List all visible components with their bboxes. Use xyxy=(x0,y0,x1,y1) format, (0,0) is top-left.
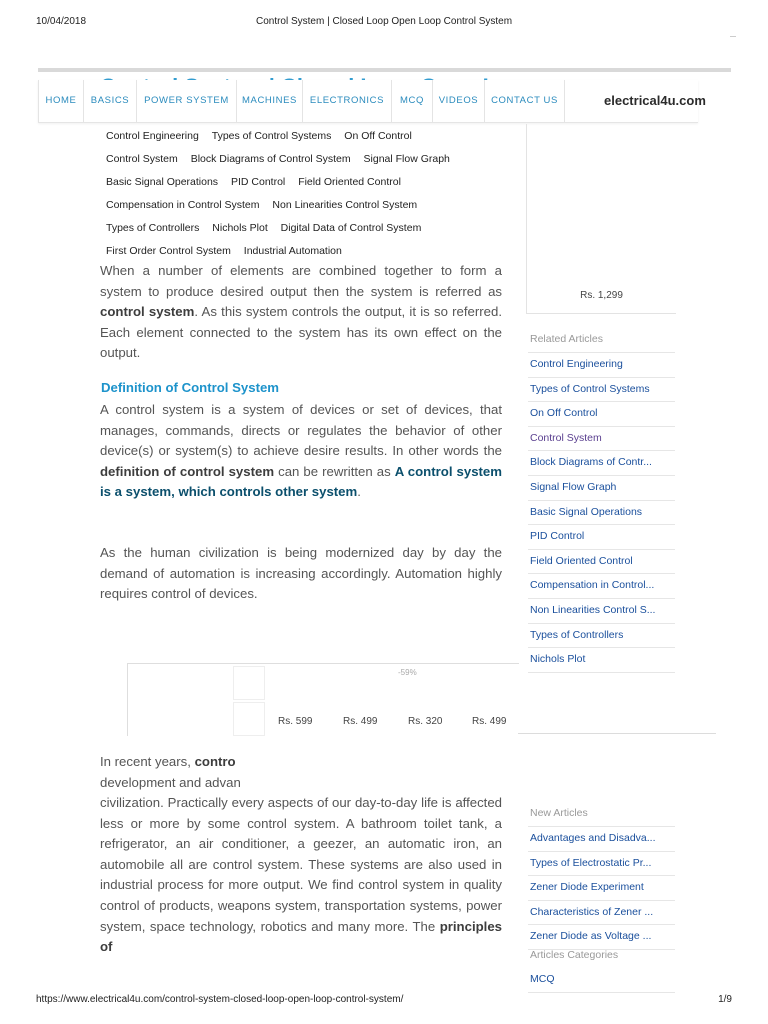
nav-machines[interactable]: MACHINES xyxy=(236,80,302,122)
recent-line-1 xyxy=(100,752,502,772)
topic-link[interactable]: Block Diagrams of Control System xyxy=(190,153,351,165)
new-articles-list xyxy=(528,826,675,950)
print-page-number: 1/9 xyxy=(718,994,732,1005)
topic-link[interactable]: PID Control xyxy=(230,176,286,188)
related-article-link[interactable]: Basic Signal Operations xyxy=(528,501,675,526)
page-edge-mark xyxy=(730,36,736,49)
print-date: 10/04/2018 xyxy=(36,16,87,27)
related-article-link[interactable]: Types of Controllers xyxy=(528,624,675,649)
topic-link[interactable]: Non Linearities Control System xyxy=(272,199,418,211)
recent-paragraph xyxy=(100,793,502,958)
topic-link[interactable]: Types of Control Systems xyxy=(211,130,332,142)
ad-thumbnail[interactable] xyxy=(233,702,265,736)
header-strip xyxy=(38,68,731,72)
new-article-link[interactable]: Zener Diode as Voltage ... xyxy=(528,925,675,950)
definition-bold: definition of control system xyxy=(100,463,275,479)
topic-link[interactable]: Types of Controllers xyxy=(106,222,200,234)
nav-divider xyxy=(564,80,565,122)
sidebar-ad[interactable] xyxy=(526,124,676,314)
recent-line-2: development and advan xyxy=(100,775,241,790)
recent-bold: contro xyxy=(194,754,236,769)
topic-link[interactable]: Nichols Plot xyxy=(212,222,268,234)
topic-link[interactable]: Signal Flow Graph xyxy=(363,153,450,165)
definition-heading: Definition of Control System xyxy=(101,380,280,395)
print-footer xyxy=(36,994,732,1008)
topic-link[interactable]: Control System xyxy=(106,153,178,165)
sidebar-ad-price[interactable]: Rs. 1,299 xyxy=(580,290,623,301)
related-article-link[interactable]: PID Control xyxy=(528,525,675,550)
related-articles-heading: Related Articles xyxy=(530,333,603,345)
print-page-title: Control System | Closed Loop Open Loop Control System xyxy=(255,16,513,27)
ad-price[interactable]: Rs. 499 xyxy=(472,716,507,727)
related-article-link[interactable]: Field Oriented Control xyxy=(528,550,675,575)
related-article-link[interactable]: Types of Control Systems xyxy=(528,378,675,403)
categories-heading: Articles Categories xyxy=(530,949,619,961)
main-navbar xyxy=(38,80,706,123)
ad-price[interactable]: Rs. 499 xyxy=(343,716,378,727)
topic-link[interactable]: Digital Data of Control System xyxy=(280,222,422,234)
print-url: https://www.electrical4u.com/control-system-closed-loop-open-loop-control-system/ xyxy=(36,994,404,1005)
nav-videos[interactable]: VIDEOS xyxy=(432,80,484,122)
topic-row xyxy=(100,172,510,195)
new-article-link[interactable]: Types of Electrostatic Pr... xyxy=(528,852,675,877)
civilization-paragraph: As the human civilization is being modernized day by day the demand of automation is increasing accordingly. Automation highly requires control of devices. xyxy=(100,545,502,602)
topic-row xyxy=(100,218,510,241)
nav-contact-us[interactable]: CONTACT US xyxy=(484,80,564,122)
ad-discount: -59% xyxy=(398,668,417,677)
divider-line xyxy=(518,733,716,734)
intro-bold: control system xyxy=(100,304,195,320)
intro-text: . As this system controls the output, it is so referred. Each element connected to the system has its own effect on the output. xyxy=(100,304,502,361)
nav-power-system[interactable]: POWER SYSTEM xyxy=(136,80,236,122)
related-article-link[interactable]: Control Engineering xyxy=(528,353,675,378)
related-articles-list xyxy=(528,352,675,673)
topic-links xyxy=(100,126,510,264)
ad-price[interactable]: Rs. 599 xyxy=(278,716,313,727)
topic-link[interactable]: Field Oriented Control xyxy=(298,176,401,188)
new-article-link[interactable]: Advantages and Disadva... xyxy=(528,827,675,852)
definition-paragraph xyxy=(100,400,502,503)
new-article-link[interactable]: Characteristics of Zener ... xyxy=(528,901,675,926)
definition-text: A control system is a system of devices or set of devices, that manages, commands, directs or regulates the behavior of other device(s) or system(s) to achieve desire results. In other words the xyxy=(100,402,502,459)
related-article-link[interactable]: On Off Control xyxy=(528,402,675,427)
definition-text: . xyxy=(357,484,361,500)
related-article-link[interactable]: Compensation in Control... xyxy=(528,574,675,599)
intro-paragraph xyxy=(100,261,502,364)
new-article-link[interactable]: Zener Diode Experiment xyxy=(528,876,675,901)
print-header xyxy=(36,16,732,30)
recent-bold-end: principles of xyxy=(100,918,502,955)
related-article-link[interactable]: Control System xyxy=(528,427,675,452)
topic-link[interactable]: Basic Signal Operations xyxy=(106,176,219,188)
related-article-link[interactable]: Nichols Plot xyxy=(528,648,675,673)
topic-link[interactable]: First Order Control System xyxy=(106,245,231,257)
intro-text: When a number of elements are combined together to form a system to produce desired output then the system is referred as xyxy=(100,263,502,299)
topic-link[interactable]: Control Engineering xyxy=(106,130,199,142)
nav-home[interactable]: HOME xyxy=(38,80,83,122)
related-article-link[interactable]: Signal Flow Graph xyxy=(528,476,675,501)
topic-row xyxy=(100,195,510,218)
topic-link[interactable]: Industrial Automation xyxy=(243,245,342,257)
ad-price[interactable]: Rs. 320 xyxy=(408,716,443,727)
new-articles-heading: New Articles xyxy=(530,807,588,819)
related-article-link[interactable]: Block Diagrams of Contr... xyxy=(528,451,675,476)
ad-thumbnail[interactable] xyxy=(233,666,265,700)
topic-link[interactable]: Compensation in Control System xyxy=(106,199,260,211)
recent-text: civilization. Practically every aspects of our day-to-day life is affected less or more by some control system. A bathroom toilet tank, a refrigerator, an air conditioner, a geezer, an automatic iron, an automobile all are control system. These systems are also used in industrial process for more output. We find control system in quality control of products, weapons system, transportation systems, power system, space technology, robotics and many more. The xyxy=(100,795,502,934)
definition-text: can be rewritten as xyxy=(274,463,395,479)
nav-mcq[interactable]: MCQ xyxy=(391,80,432,122)
site-logo[interactable]: electrical4u.com xyxy=(604,93,706,108)
definition-highlight: A control system is a system, which controls other system xyxy=(100,463,502,500)
categories-list xyxy=(528,968,675,993)
recent-text: In recent years, xyxy=(100,754,195,769)
product-ad[interactable] xyxy=(127,663,519,736)
nav-electronics[interactable]: ELECTRONICS xyxy=(302,80,391,122)
related-article-link[interactable]: Non Linearities Control S... xyxy=(528,599,675,624)
nav-basics[interactable]: BASICS xyxy=(83,80,136,122)
topic-row xyxy=(100,149,510,172)
topic-link[interactable]: On Off Control xyxy=(344,130,412,142)
topic-row xyxy=(100,126,510,149)
category-link[interactable]: MCQ xyxy=(528,968,675,993)
